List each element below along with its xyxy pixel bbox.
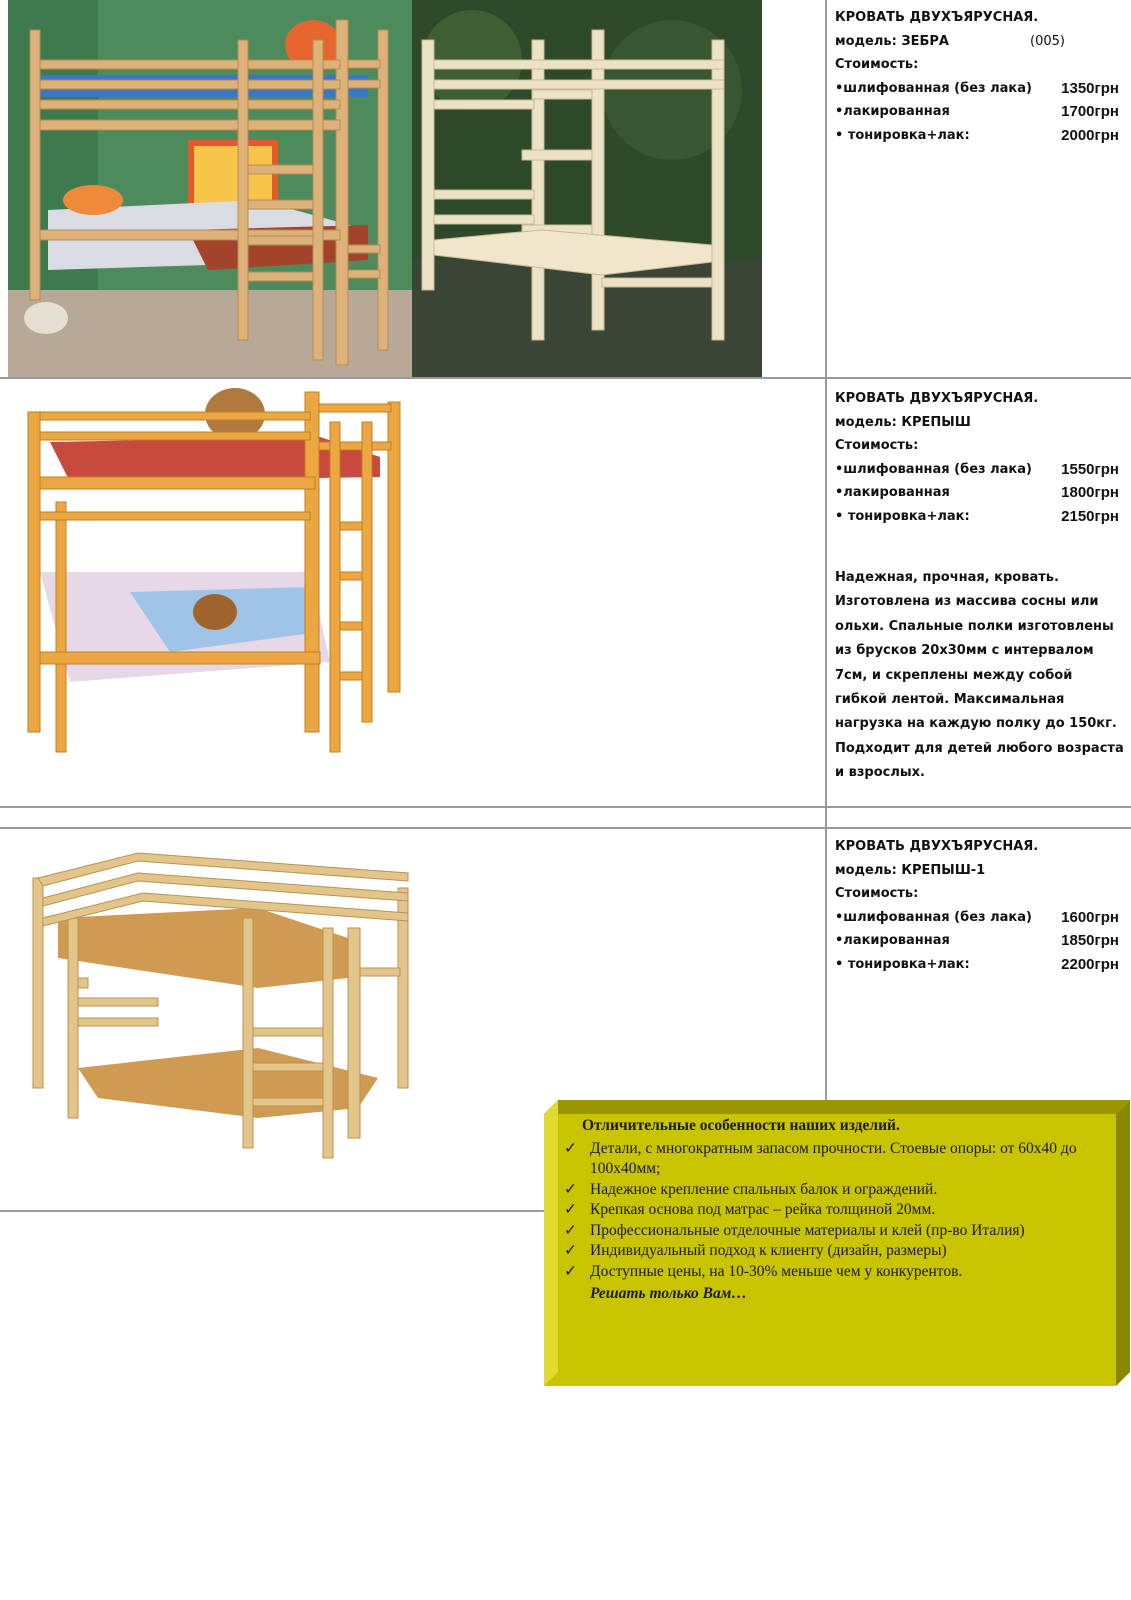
product-title: КРОВАТЬ ДВУХЪЯРУСНАЯ. [835, 391, 1039, 406]
checkmark-icon: ✓ [564, 1180, 577, 1198]
feature-text: Индивидуальный подход к клиенту (дизайн, размеры) [590, 1242, 947, 1259]
price-label: •лакированная [835, 104, 950, 119]
row-divider [0, 1210, 548, 1212]
feature-item [562, 1262, 1117, 1283]
price-label: •шлифованная (без лака) [835, 80, 1032, 96]
product-photo-zebra-interior [8, 0, 412, 377]
feature-item [562, 1200, 1117, 1221]
product-title: КРОВАТЬ ДВУХЪЯРУСНАЯ. [835, 10, 1039, 25]
product-model [835, 411, 1125, 435]
checkmark-icon: ✓ [564, 1262, 577, 1280]
cost-label: Стоимость: [835, 438, 919, 453]
price-label: • тонировка+лак: [835, 127, 970, 143]
features-title: Отличительные особенности наших изделий. [582, 1117, 900, 1134]
product-description-zebra [835, 6, 1125, 147]
feature-item [562, 1180, 1117, 1201]
feature-item [562, 1221, 1117, 1242]
price-row [835, 953, 1125, 977]
feature-text: Доступные цены, на 10-30% меньше чем у конкурентов. [590, 1262, 963, 1280]
cost-label: Стоимость: [835, 57, 919, 72]
price-value: 1850грн [1061, 932, 1119, 949]
price-value: 1600грн [1061, 908, 1119, 926]
price-row [835, 77, 1125, 101]
price-value: 1350грн [1061, 79, 1119, 97]
product-model [835, 30, 1125, 54]
features-closing: Решать только Вам… [590, 1285, 747, 1302]
price-label: •шлифованная (без лака) [835, 461, 1032, 477]
price-value: 2150грн [1061, 507, 1119, 525]
price-value: 1550грн [1061, 460, 1119, 478]
price-value: 1700грн [1061, 103, 1119, 120]
feature-text: Детали, с многократным запасом прочности. Стоевые опоры: от 60х40 до 100х40мм; [590, 1139, 1077, 1177]
checkmark-icon: ✓ [564, 1221, 577, 1239]
price-value: 2000грн [1061, 126, 1119, 144]
product-description-text: Надежная, прочная, кровать. Изготовлена из массива сосны или ольхи. Спальные полки изготовлены из брусков 20х30мм с интервалом 7см, и скреплены между собой гибкой лентой. Максимальная нагрузка на каждую полку до 150кг. Подходит для детей любого возраста и взрослых. [835, 570, 1124, 781]
price-label: •лакированная [835, 485, 950, 500]
product-photo-krepysh [10, 382, 415, 774]
price-label: •лакированная [835, 933, 950, 948]
price-label: •шлифованная (без лака) [835, 909, 1032, 925]
feature-item [562, 1139, 1117, 1180]
product-description-krepysh [835, 387, 1125, 786]
product-title: КРОВАТЬ ДВУХЪЯРУСНАЯ. [835, 839, 1039, 854]
model-name: модель: КРЕПЫШ [835, 414, 971, 430]
product-model [835, 859, 1125, 883]
features-callout [544, 1100, 1130, 1386]
product-photo-zebra-raw [412, 0, 762, 377]
price-label: • тонировка+лак: [835, 956, 970, 972]
model-code: (005) [1030, 33, 1065, 49]
price-row [835, 929, 1125, 953]
feature-item [562, 1241, 1117, 1262]
checkmark-icon: ✓ [564, 1201, 577, 1218]
price-value: 2200грн [1061, 955, 1119, 973]
model-name: модель: ЗЕБРА [835, 33, 949, 49]
cost-label: Стоимость: [835, 886, 919, 901]
feature-text: Крепкая основа под матрас – рейка толщиной 20мм. [590, 1201, 936, 1218]
price-label: • тонировка+лак: [835, 508, 970, 524]
checkmark-icon: ✓ [564, 1242, 577, 1259]
price-row [835, 906, 1125, 930]
feature-text: Профессиональные отделочные материалы и клей (пр-во Италия) [590, 1221, 1025, 1239]
feature-text: Надежное крепление спальных балок и ограждений. [590, 1180, 938, 1198]
row-divider [0, 806, 1131, 808]
price-row [835, 505, 1125, 529]
checkmark-icon: ✓ [564, 1139, 577, 1157]
price-row [835, 100, 1125, 124]
price-row [835, 458, 1125, 482]
column-divider [825, 0, 827, 1100]
product-photo-krepysh-1 [18, 848, 423, 1188]
model-name: модель: КРЕПЫШ-1 [835, 862, 986, 878]
row-divider [0, 377, 1131, 379]
price-row [835, 481, 1125, 505]
row-divider [0, 827, 1131, 829]
price-value: 1800грн [1061, 484, 1119, 501]
product-description-krepysh-1 [835, 835, 1125, 976]
price-row [835, 124, 1125, 148]
